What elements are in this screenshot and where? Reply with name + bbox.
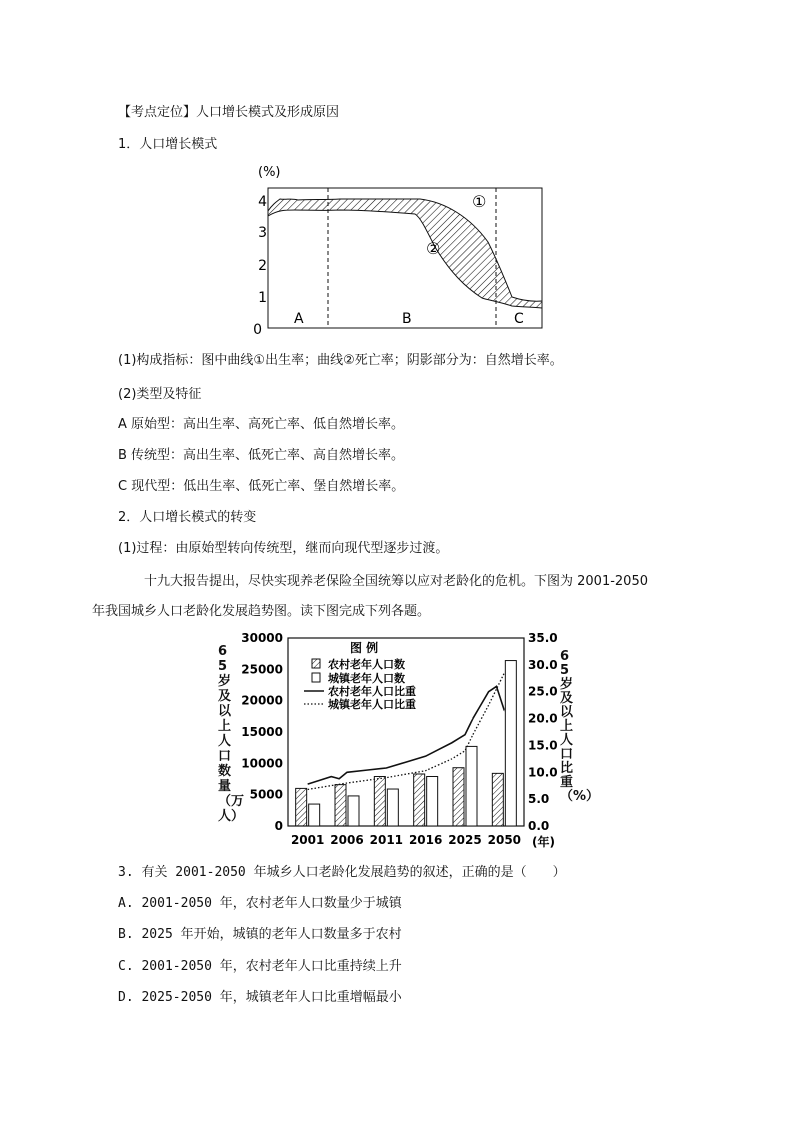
aging-trend-chart	[212, 628, 600, 856]
bar-urban-count	[348, 796, 359, 826]
x-tick-label: 2011	[369, 833, 404, 847]
option-b[interactable]: B. 2025 年开始，城镇的老年人口数量多于农村	[118, 927, 402, 942]
y-right-tick-label: 10.0	[528, 765, 558, 780]
bar-rural-count	[296, 788, 307, 826]
section-1-title: 1．人口增长模式	[118, 137, 218, 152]
legend-title: 图 例	[350, 641, 379, 655]
bar-rural-count	[453, 768, 464, 826]
bar-rural-count	[492, 773, 503, 826]
y-right-tick-label: 30.0	[528, 657, 558, 672]
x-tick-label: 2006	[330, 833, 364, 847]
y-right-tick-label: 5.0	[528, 792, 550, 807]
y-left-tick-label: 0	[274, 819, 283, 833]
x-tick-label: 2016	[408, 833, 443, 847]
bar-rural-count	[414, 774, 425, 826]
x-tick-label: 2025	[448, 833, 482, 847]
s1-indicators: (1)构成指标：图中曲线①出生率；曲线②死亡率；阴影部分为：自然增长率。	[118, 353, 563, 368]
x-axis-unit: (年)	[532, 835, 555, 849]
s1-type-b: B 传统型：高出生率、低死亡率、高自然增长率。	[118, 448, 405, 463]
legend-swatch-rural-count	[312, 659, 320, 668]
legend-swatch-urban-count	[312, 673, 320, 682]
population-growth-chart	[250, 162, 550, 342]
y-left-tick-label: 20000	[241, 693, 283, 708]
y-axis-title-right: 65岁及以上人口比重（%）	[560, 649, 600, 804]
bar-urban-count	[466, 746, 477, 826]
legend-rural-ratio: 农村老年人口比重	[328, 685, 416, 698]
y-right-tick-label: 15.0	[528, 738, 558, 753]
section-2-title: 2．人口增长模式的转变	[118, 510, 257, 525]
bar-urban-count	[387, 789, 398, 826]
chart1-unit: (%)	[258, 165, 281, 180]
bar-urban-count	[427, 776, 438, 826]
chart1-ytick: 4	[258, 194, 267, 210]
stage-label-a: A	[294, 311, 304, 327]
y-left-tick-label: 30000	[241, 631, 283, 645]
y-left-tick-label: 25000	[241, 662, 283, 677]
x-tick-label: 2001	[290, 833, 325, 847]
y-left-tick-label: 10000	[241, 756, 283, 771]
curve-2-label: ②	[426, 239, 441, 258]
option-d[interactable]: D. 2025-2050 年，城镇老年人口比重增幅最小	[118, 990, 402, 1005]
y-right-tick-label: 35.0	[528, 631, 558, 645]
chart1-ytick: 1	[258, 290, 267, 306]
bar-rural-count	[374, 776, 385, 826]
s1-type-a: A 原始型：高出生率、高死亡率、低自然增长率。	[118, 417, 405, 432]
intro-line-2: 年我国城乡人口老龄化发展趋势图。读下图完成下列各题。	[92, 604, 431, 619]
y-right-tick-label: 20.0	[528, 711, 558, 726]
bar-rural-count	[335, 785, 346, 826]
intro-paragraph	[92, 567, 678, 627]
y-left-tick-label: 5000	[249, 787, 283, 802]
x-tick-label: 2050	[487, 833, 522, 847]
legend-rural-count: 农村老年人口数	[328, 658, 405, 671]
chart1-ytick: 3	[258, 225, 267, 241]
section-heading: 【考点定位】人口增长模式及形成原因	[118, 105, 340, 120]
option-a[interactable]: A. 2001-2050 年，农村老年人口数量少于城镇	[118, 896, 402, 911]
intro-line-1: 十九大报告提出，尽快实现养老保险全国统筹以应对老龄化的危机。下图为 2001-2050	[144, 574, 648, 589]
chart2-frame	[288, 638, 524, 826]
stage-label-b: B	[402, 311, 412, 327]
chart1-ytick: 2	[258, 258, 267, 274]
s2-process: (1)过程：由原始型转向传统型，继而向现代型逐步过渡。	[118, 541, 449, 556]
stage-label-c: C	[514, 311, 524, 327]
natural-growth-area	[268, 199, 542, 308]
legend-urban-ratio: 城镇老年人口比重	[328, 698, 416, 711]
curve-1-label: ①	[472, 192, 487, 211]
y-right-tick-label: 25.0	[528, 684, 558, 699]
y-right-tick-label: 0.0	[528, 819, 550, 833]
chart1-ytick: 0	[253, 322, 262, 338]
question-3: 3. 有关 2001-2050 年城乡人口老龄化发展趋势的叙述，正确的是（ ）	[118, 865, 566, 880]
bar-urban-count	[505, 661, 516, 826]
legend-urban-count: 城镇老年人口数	[328, 672, 405, 685]
option-c[interactable]: C. 2001-2050 年，农村老年人口比重持续上升	[118, 959, 402, 974]
y-axis-title-left: 65岁及以上人口数量（万人）	[218, 644, 245, 824]
bar-urban-count	[309, 804, 320, 826]
s1-types-title: (2)类型及特征	[118, 387, 202, 402]
s1-type-c: C 现代型：低出生率、低死亡率、堡自然增长率。	[118, 479, 405, 494]
y-left-tick-label: 15000	[241, 725, 283, 739]
